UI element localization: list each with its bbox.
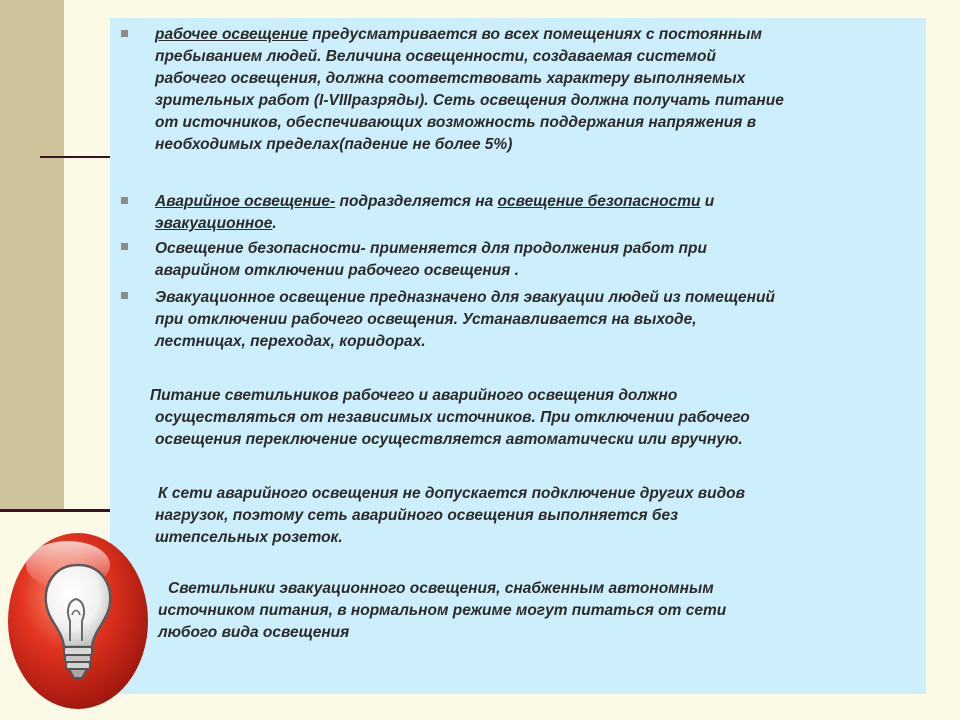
side-band	[0, 0, 64, 511]
paragraph-power-supply: Питание светильников рабочего и аварийного освещения должно осуществляться от независимых источников. При отключении рабочего освещения переключение осуществляется автоматически или вручную.	[150, 387, 750, 448]
bullet-emergency-lighting: Аварийное освещение- подразделяется на освещение безопасности и эвакуационное.	[155, 193, 715, 232]
bullet-safety-lighting: Освещение безопасности- применяется для продолжения работ при аварийном отключении рабочего освещения .	[155, 240, 707, 279]
bullet-marker	[121, 197, 128, 204]
bullet-working-lighting: рабочее освещение предусматривается во всех помещениях с постоянным пребыванием людей. Величина освещенности, создаваемая системой рабочего освещения, должна соответствовать характеру выполняемых зрительных работ (I-VIIIразряды). Сеть освещения должна получать питание от источников, обеспечивающих возможность поддержания напряжения в необходимых пределах(падение не более 5%)	[155, 26, 784, 153]
term-safety-lighting: освещение безопасности	[497, 193, 701, 210]
bullet-marker	[121, 243, 128, 250]
term-evacuation: эвакуационное	[155, 215, 273, 232]
paragraph-emergency-network: К сети аварийного освещения не допускается подключение других видов нагрузок, поэтому сеть аварийного освещения выполняется без штепсельных розеток.	[155, 485, 745, 546]
term-emergency-lighting: Аварийное освещение-	[155, 193, 336, 210]
divider-line	[40, 156, 110, 158]
paragraph-evacuation-fixtures: Светильники эвакуационного освещения, снабженным автономным источником питания, в нормальном режиме могут питаться от сети любого вида освещения	[158, 580, 727, 641]
lightbulb-icon	[6, 529, 150, 711]
divider-line	[0, 509, 110, 512]
term-working-lighting: рабочее освещение	[155, 26, 308, 43]
bullet-evacuation-lighting: Эвакуационное освещение предназначено для эвакуации людей из помещений при отключении рабочего освещения. Устанавливается на выходе, лестницах, переходах, коридорах.	[155, 289, 775, 350]
bullet-marker	[121, 30, 128, 37]
bullet-marker	[121, 292, 128, 299]
